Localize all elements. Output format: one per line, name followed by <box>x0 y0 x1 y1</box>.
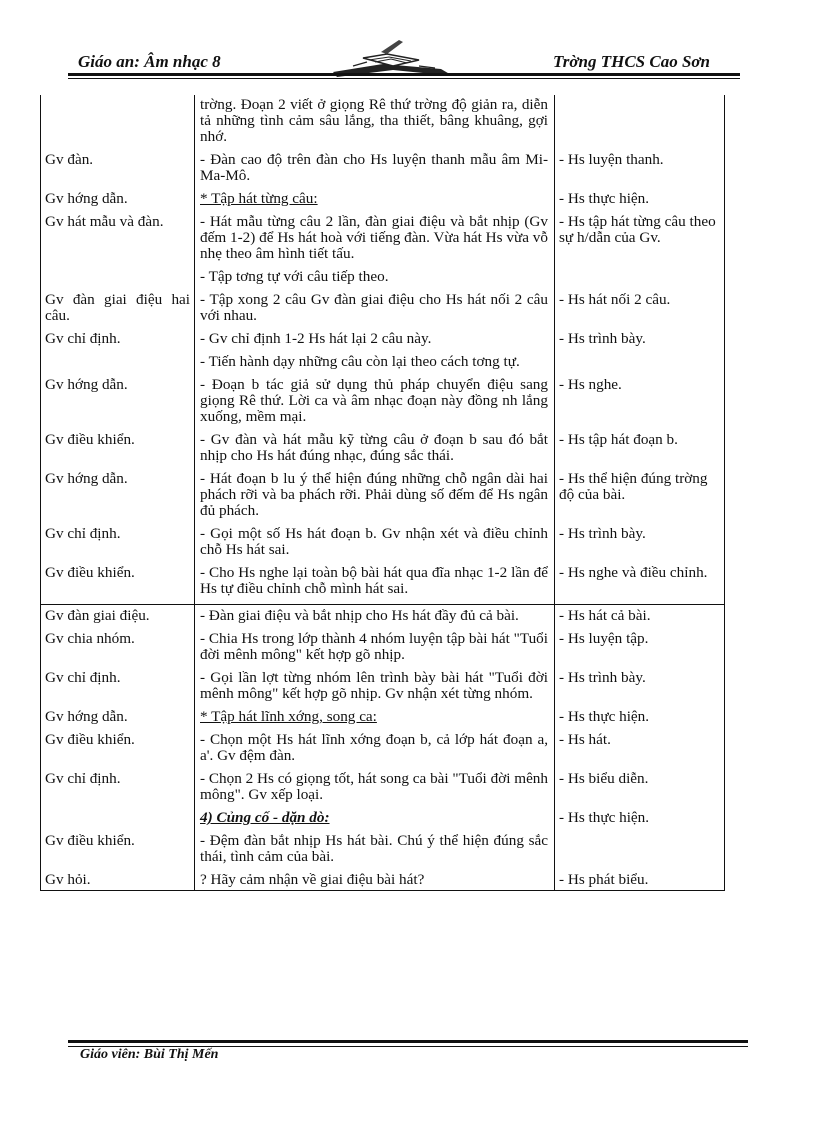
lesson-content-cell-text: - Tập tơng tự với câu tiếp theo. <box>200 268 389 285</box>
teacher-activity-cell <box>41 631 195 670</box>
teacher-activity-cell-text: Gv điều khiển. <box>45 431 135 448</box>
lesson-content-cell <box>195 732 555 771</box>
lesson-content-cell <box>195 331 555 354</box>
table-row <box>41 432 725 471</box>
table-row <box>41 269 725 292</box>
table-row <box>41 732 725 771</box>
teacher-activity-cell-text: Gv chia nhóm. <box>45 630 135 647</box>
table-row <box>41 709 725 732</box>
teacher-activity-cell-text: Gv chỉ định. <box>45 669 121 686</box>
book-logo-icon <box>323 36 463 78</box>
student-activity-cell-text: - Hs nghe và điều chỉnh. <box>559 564 708 581</box>
teacher-activity-cell <box>41 709 195 732</box>
student-activity-cell-text: - Hs nghe. <box>559 376 622 393</box>
lesson-content-cell-text: - Chọn 2 Hs có giọng tốt, hát song ca bài "Tuổi đời mênh mông". Gv xếp loại. <box>200 770 548 803</box>
teacher-activity-cell-text: Gv chỉ định. <box>45 330 121 347</box>
lesson-content-cell <box>195 354 555 377</box>
lesson-content-cell-text: - Đệm đàn bắt nhịp Hs hát bài. Chú ý thể hiện đúng sắc thái, tình cảm của bài. <box>200 832 548 865</box>
table-row <box>41 152 725 191</box>
teacher-activity-cell-text: Gv hát mẫu và đàn. <box>45 213 164 230</box>
student-activity-cell-text: - Hs tập hát đoạn b. <box>559 431 678 448</box>
lesson-content-cell <box>195 833 555 872</box>
student-activity-cell <box>555 214 725 269</box>
student-activity-cell-text: - Hs luyện tập. <box>559 630 649 647</box>
table-row <box>41 377 725 432</box>
teacher-activity-cell-text: Gv đàn. <box>45 151 94 168</box>
student-activity-cell-text: - Hs trình bày. <box>559 525 646 542</box>
lesson-content-cell <box>195 471 555 526</box>
lesson-content-cell <box>195 377 555 432</box>
lesson-content-cell-text: - Gọi lần lợt từng nhóm lên trình bày bài hát "Tuổi đời mênh mông" kết hợp gõ nhịp. Gv nhận xét từng nhóm. <box>200 669 548 702</box>
teacher-activity-cell <box>41 292 195 331</box>
table-row <box>41 605 725 632</box>
lesson-content-cell-text: - Tiến hành dạy những câu còn lại theo cách tơng tự. <box>200 353 520 370</box>
lesson-content-cell <box>195 191 555 214</box>
lesson-content-cell-text: - Đoạn b tác giả sử dụng thủ pháp chuyển điệu sang giọng Rê thứ. Lời ca và âm nhạc đoạn này đồng nh lắng xuống, mềm mại. <box>200 376 548 425</box>
teacher-activity-cell <box>41 605 195 632</box>
teacher-activity-cell <box>41 771 195 810</box>
lesson-content-cell-text: * Tập hát lĩnh xớng, song ca: <box>200 708 377 725</box>
student-activity-cell <box>555 432 725 471</box>
lesson-content-cell <box>195 152 555 191</box>
teacher-activity-cell-text: Gv đàn giai điệu hai câu. <box>45 291 190 324</box>
teacher-activity-cell-text: Gv điều khiển. <box>45 731 135 748</box>
student-activity-cell-text: - Hs hát. <box>559 731 611 748</box>
table-row <box>41 872 725 891</box>
teacher-activity-cell <box>41 810 195 833</box>
student-activity-cell-text: - Hs luyện thanh. <box>559 151 664 168</box>
table-row <box>41 292 725 331</box>
footer-teacher-name: Giáo viên: Bùi Thị Mến <box>80 1047 219 1062</box>
lesson-table-wrapper <box>40 95 724 891</box>
lesson-content-cell-text: - Chọn một Hs hát lĩnh xớng đoạn b, cả lớp hát đoạn a, a'. Gv đệm đàn. <box>200 731 548 764</box>
lesson-content-cell-text: - Chia Hs trong lớp thành 4 nhóm luyện tập bài hát "Tuổi đời mênh mông" kết hợp gõ nhịp. <box>200 630 548 663</box>
teacher-activity-cell <box>41 331 195 354</box>
student-activity-cell-text: - Hs thực hiện. <box>559 809 650 826</box>
teacher-activity-cell-text: Gv hớng dẫn. <box>45 190 128 207</box>
teacher-activity-cell <box>41 95 195 152</box>
student-activity-cell <box>555 709 725 732</box>
student-activity-cell <box>555 377 725 432</box>
lesson-content-cell <box>195 605 555 632</box>
teacher-activity-cell <box>41 526 195 565</box>
student-activity-cell <box>555 565 725 605</box>
table-row <box>41 526 725 565</box>
table-row <box>41 833 725 872</box>
lesson-content-cell-text: - Hát đoạn b lu ý thể hiện đúng những chỗ ngân dài hai phách rỡi và ba phách rỡi. Phải dùng số đếm để Hs ngân đủ phách. <box>200 470 548 519</box>
lesson-content-cell <box>195 269 555 292</box>
lesson-content-cell-text: trờng. Đoạn 2 viết ở giọng Rê thứ trờng độ giản ra, diễn tả những tình cảm sâu lắng, tha thiết, bâng khuâng, gợi nhớ. <box>200 96 548 145</box>
teacher-activity-cell <box>41 833 195 872</box>
lesson-content-cell <box>195 709 555 732</box>
lesson-content-cell <box>195 670 555 709</box>
table-row <box>41 670 725 709</box>
teacher-activity-cell-text: Gv đàn giai điệu. <box>45 607 150 624</box>
teacher-activity-cell <box>41 471 195 526</box>
student-activity-cell <box>555 191 725 214</box>
teacher-activity-cell-text: Gv điều khiển. <box>45 564 135 581</box>
lesson-content-cell-text: - Gọi một số Hs hát đoạn b. Gv nhận xét và điều chỉnh chỗ Hs hát sai. <box>200 525 548 558</box>
student-activity-cell-text: - Hs hát nối 2 câu. <box>559 291 671 308</box>
teacher-activity-cell <box>41 191 195 214</box>
student-activity-cell-text: - Hs tập hát từng câu theo sự h/dẫn của Gv. <box>559 213 716 246</box>
lesson-content-cell-text: * Tập hát từng câu: <box>200 190 318 207</box>
header-school: Trờng THCS Cao Sơn <box>553 52 710 71</box>
student-activity-cell-text: - Hs thực hiện. <box>559 708 650 725</box>
student-activity-cell <box>555 354 725 377</box>
teacher-activity-cell-text: Gv chỉ định. <box>45 770 121 787</box>
student-activity-cell <box>555 526 725 565</box>
teacher-activity-cell <box>41 269 195 292</box>
student-activity-cell-text: - Hs hát cả bài. <box>559 607 651 624</box>
teacher-activity-cell-text: Gv điều khiển. <box>45 832 135 849</box>
table-row <box>41 631 725 670</box>
lesson-content-cell-text: - Gv đàn và hát mẫu kỹ từng câu ở đoạn b sau đó bắt nhịp cho Hs hát đúng nhạc, đúng sắc thái. <box>200 431 548 464</box>
student-activity-cell <box>555 95 725 152</box>
header-subject: Giáo an: Âm nhạc 8 <box>78 52 221 71</box>
lesson-content-cell-text: ? Hãy cảm nhận về giai điệu bài hát? <box>200 871 425 888</box>
lesson-content-cell <box>195 292 555 331</box>
table-row <box>41 95 725 152</box>
header-rule-thin <box>68 78 740 79</box>
student-activity-cell <box>555 833 725 872</box>
lesson-content-cell <box>195 526 555 565</box>
table-row <box>41 771 725 810</box>
teacher-activity-cell-text: Gv hớng dẫn. <box>45 470 128 487</box>
teacher-activity-cell <box>41 732 195 771</box>
student-activity-cell-text: - Hs trình bày. <box>559 669 646 686</box>
lesson-table <box>40 95 725 891</box>
lesson-content-cell-text: - Gv chỉ định 1-2 Hs hát lại 2 câu này. <box>200 330 432 347</box>
table-row <box>41 565 725 605</box>
student-activity-cell <box>555 872 725 891</box>
lesson-content-cell <box>195 214 555 269</box>
lesson-content-cell-text: - Tập xong 2 câu Gv đàn giai điệu cho Hs hát nối 2 câu với nhau. <box>200 291 548 324</box>
lesson-content-cell <box>195 432 555 471</box>
lesson-content-cell-text: - Hát mẫu từng câu 2 lần, đàn giai điệu và bắt nhịp (Gv đếm 1-2) để Hs hát hoà với tiếng đàn. Vừa hát Hs vừa vỗ nhẹ theo âm hình tiết tấu. <box>200 213 548 262</box>
student-activity-cell <box>555 670 725 709</box>
student-activity-cell <box>555 605 725 632</box>
footer-rule <box>68 1040 748 1043</box>
lesson-table-body <box>41 95 725 891</box>
teacher-activity-cell <box>41 354 195 377</box>
teacher-activity-cell <box>41 670 195 709</box>
lesson-content-cell-text: 4) Củng cố - dặn dò: <box>200 809 330 826</box>
teacher-activity-cell <box>41 214 195 269</box>
student-activity-cell <box>555 471 725 526</box>
lesson-content-cell <box>195 565 555 605</box>
header-rule <box>68 73 740 76</box>
student-activity-cell <box>555 810 725 833</box>
table-row <box>41 471 725 526</box>
lesson-content-cell <box>195 810 555 833</box>
student-activity-cell-text: - Hs thực hiện. <box>559 190 650 207</box>
student-activity-cell-text: - Hs trình bày. <box>559 330 646 347</box>
student-activity-cell <box>555 292 725 331</box>
lesson-content-cell <box>195 872 555 891</box>
table-row <box>41 331 725 354</box>
teacher-activity-cell <box>41 152 195 191</box>
teacher-activity-cell-text: Gv hớng dẫn. <box>45 376 128 393</box>
student-activity-cell <box>555 331 725 354</box>
lesson-content-cell-text: - Cho Hs nghe lại toàn bộ bài hát qua đĩa nhạc 1-2 lần để Hs tự điều chỉnh chỗ mình hát sai. <box>200 564 548 597</box>
teacher-activity-cell-text: Gv hớng dẫn. <box>45 708 128 725</box>
student-activity-cell <box>555 631 725 670</box>
teacher-activity-cell <box>41 432 195 471</box>
teacher-activity-cell-text: Gv chỉ định. <box>45 525 121 542</box>
lesson-content-cell <box>195 631 555 670</box>
student-activity-cell <box>555 152 725 191</box>
lesson-content-cell-text: - Đàn cao độ trên đàn cho Hs luyện thanh mẫu âm Mi-Ma-Mô. <box>200 151 548 184</box>
teacher-activity-cell <box>41 565 195 605</box>
table-row <box>41 810 725 833</box>
table-row <box>41 214 725 269</box>
table-row <box>41 191 725 214</box>
student-activity-cell <box>555 269 725 292</box>
teacher-activity-cell <box>41 872 195 891</box>
student-activity-cell-text: - Hs phát biểu. <box>559 871 649 888</box>
student-activity-cell-text: - Hs biểu diễn. <box>559 770 649 787</box>
student-activity-cell <box>555 771 725 810</box>
lesson-content-cell-text: - Đàn giai điệu và bắt nhịp cho Hs hát đầy đủ cả bài. <box>200 607 519 624</box>
student-activity-cell <box>555 732 725 771</box>
teacher-activity-cell-text: Gv hỏi. <box>45 871 91 888</box>
student-activity-cell-text: - Hs thể hiện đúng trờng độ của bài. <box>559 470 708 503</box>
lesson-content-cell <box>195 95 555 152</box>
table-row <box>41 354 725 377</box>
lesson-content-cell <box>195 771 555 810</box>
teacher-activity-cell <box>41 377 195 432</box>
